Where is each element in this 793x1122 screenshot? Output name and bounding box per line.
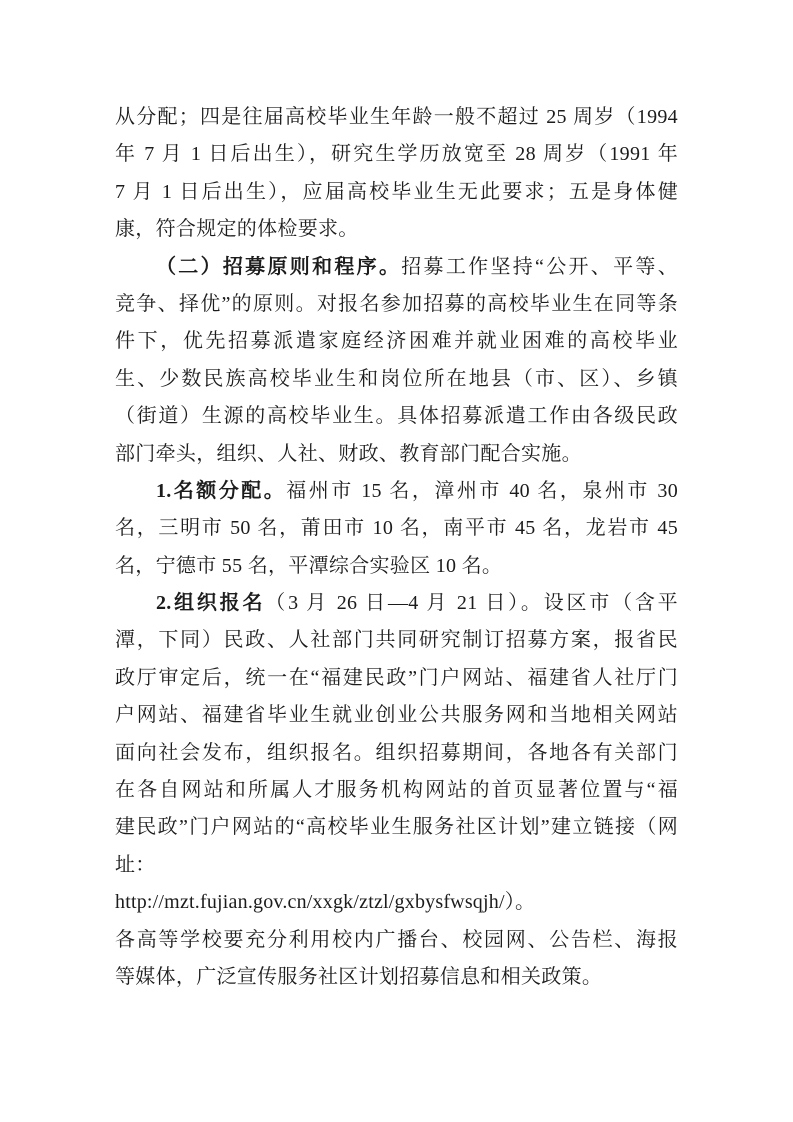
- body-text: 址：: [115, 853, 156, 876]
- body-text: 潭，下同）民政、人社部门共同研究制订招募方案，报省民: [115, 629, 678, 652]
- text-line: [115, 136, 678, 173]
- body-text: 名，宁德市 55 名，平潭综合实验区 10 名。: [115, 554, 503, 577]
- text-line: [115, 959, 678, 996]
- url-text: http://mzt.fujian.gov.cn/xxgk/ztzl/gxbysfwsqjh/: [115, 891, 505, 914]
- body-text: （街道）生源的高校毕业生。具体招募派遣工作由各级民政: [115, 405, 678, 428]
- text-line: [115, 398, 678, 435]
- text-line: [115, 697, 678, 734]
- body-text: 生、少数民族高校毕业生和岗位所在地县（市、区）、乡镇: [115, 367, 678, 390]
- text-line: [115, 286, 678, 323]
- body-text: 建民政”门户网站的“高校毕业生服务社区计划”建立链接（网: [115, 816, 678, 839]
- body-text: 7 月 1 日后出生），应届高校毕业生无此要求；五是身体健: [115, 180, 678, 203]
- text-line: [115, 735, 678, 772]
- document-body: [115, 99, 678, 996]
- body-text: 各高等学校要充分利用校内广播台、校园网、公告栏、海报: [115, 928, 678, 951]
- body-text: 件下，优先招募派遣家庭经济困难并就业困难的高校毕业: [115, 330, 678, 353]
- body-text: 在各自网站和所属人才服务机构网站的首页显著位置与“福: [115, 779, 678, 802]
- body-text: 竞争、择优”的原则。对报名参加招募的高校毕业生在同等条: [115, 292, 678, 315]
- body-text: 政厅审定后，统一在“福建民政”门户网站、福建省人社厅门: [115, 666, 678, 689]
- text-line: [115, 922, 678, 959]
- bold-text: 1.名额分配。: [156, 479, 287, 502]
- text-line: [115, 660, 678, 697]
- text-line: [115, 174, 678, 211]
- text-line: [115, 323, 678, 360]
- text-line: [115, 809, 678, 846]
- body-text: 从分配；四是往届高校毕业生年龄一般不超过 25 周岁（1994: [115, 106, 678, 128]
- body-text: 等媒体，广泛宣传服务社区计划招募信息和相关政策。: [115, 965, 603, 988]
- body-text: ）。: [504, 891, 536, 914]
- text-line: [115, 249, 678, 286]
- text-line: [115, 436, 678, 473]
- text-line: [115, 211, 678, 248]
- text-line: [115, 361, 678, 398]
- body-text: 名，三明市 50 名，莆田市 10 名，南平市 45 名，龙岩市 45: [115, 517, 678, 540]
- text-line: [115, 884, 678, 921]
- body-text: 户网站、福建省毕业生就业创业公共服务网和当地相关网站: [115, 704, 678, 727]
- text-line: [115, 847, 678, 884]
- body-text: 康，符合规定的体检要求。: [115, 218, 359, 241]
- text-line: [115, 548, 678, 585]
- body-text: 招募工作坚持“公开、平等、: [401, 255, 678, 278]
- text-line: [115, 510, 678, 547]
- bold-text: 2.组织报名: [156, 592, 266, 615]
- body-text: （3 月 26 日—4 月 21 日）。设区市（含平: [265, 592, 678, 615]
- text-line: [115, 473, 678, 510]
- text-line: [115, 99, 678, 136]
- body-text: 福州市 15 名，漳州市 40 名，泉州市 30: [286, 479, 678, 502]
- text-line: [115, 585, 678, 622]
- text-line: [115, 772, 678, 809]
- text-line: [115, 622, 678, 659]
- body-text: 面向社会发布，组织报名。组织招募期间，各地各有关部门: [115, 741, 678, 764]
- body-text: 年 7 月 1 日后出生），研究生学历放宽至 28 周岁（1991 年: [115, 143, 678, 166]
- body-text: 部门牵头，组织、人社、财政、教育部门配合实施。: [115, 442, 582, 465]
- bold-text: （二）招募原则和程序。: [156, 255, 402, 278]
